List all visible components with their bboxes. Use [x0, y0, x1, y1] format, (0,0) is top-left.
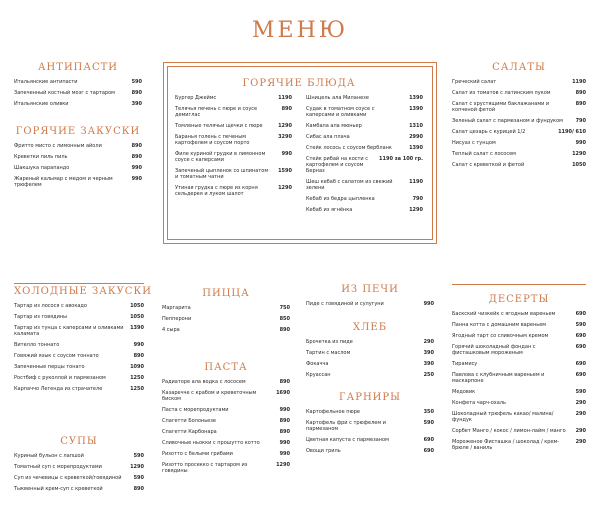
- menu-item-name: Картофельное пюре: [306, 409, 360, 415]
- menu-item-name: Паста с морепродуктами: [162, 407, 229, 413]
- menu-item-name: Шницель ала Миланезе: [306, 95, 369, 101]
- menu-item-price: 3290: [278, 134, 292, 140]
- desserts-list: [452, 311, 586, 451]
- menu-item-price: 1190: [278, 95, 292, 101]
- menu-item-price: 990: [279, 407, 290, 413]
- menu-item-name: Горячий шоколадный фондан с фисташковым мороженым: [452, 344, 536, 356]
- menu-item-name: Фокачча: [306, 361, 329, 367]
- menu-item-name: Суп из чечевицы с креветкой/говядиной: [14, 475, 122, 481]
- menu-item-name: Жареный кальмар с медом и черным трюфелем: [14, 176, 113, 188]
- menu-item-price: 690: [575, 311, 586, 317]
- menu-item-name: Фритто мисто с лимонным айоли: [14, 143, 102, 149]
- menu-item: [452, 344, 586, 356]
- menu-item-price: 1290: [130, 464, 144, 470]
- menu-item: [452, 140, 586, 146]
- menu-item: [14, 325, 144, 337]
- menu-item-price: 590: [133, 453, 144, 459]
- menu-item-name: Вителло тоннато: [14, 342, 60, 348]
- menu-item-name: Бургер Джеймс: [175, 95, 217, 101]
- menu-item-price: 790: [412, 196, 423, 202]
- menu-item: [14, 101, 142, 107]
- section-bread: [306, 322, 434, 383]
- menu-item-name: 4 сыра: [162, 327, 180, 333]
- menu-item-price: 250: [423, 372, 434, 378]
- menu-item-price: 590: [131, 79, 142, 85]
- menu-item: [162, 440, 290, 446]
- menu-item-name: Сибас ала плача: [306, 134, 350, 140]
- soups-list: [14, 453, 144, 492]
- menu-item: [175, 151, 292, 163]
- cold-snacks-list: [14, 303, 144, 392]
- menu-item-price: 1390: [409, 145, 423, 151]
- menu-item: [14, 386, 144, 392]
- menu-item-price: 1390: [130, 325, 144, 331]
- menu-item-price: 890: [279, 418, 290, 424]
- menu-item-name: Тартар из лосося с авокадо: [14, 303, 87, 309]
- menu-item-price: 1290: [572, 151, 586, 157]
- menu-item-price: 890: [279, 327, 290, 333]
- menu-item-name: Радиаторе ала водка с лососем: [162, 379, 246, 385]
- menu-item: [14, 314, 144, 320]
- menu-item-name: Запеченый цыпленок со шпинатом и томатным чатни: [175, 168, 269, 180]
- pizza-list: [162, 305, 290, 333]
- menu-item: [452, 101, 586, 113]
- menu-item-price: 990: [133, 342, 144, 348]
- menu-item-price: 1050: [572, 162, 586, 168]
- menu-item: [452, 400, 586, 406]
- section-antipasti: [14, 62, 142, 112]
- hot-dishes-list-left: [175, 95, 292, 218]
- menu-item: [306, 339, 434, 345]
- menu-item-price: 1190/ 610: [558, 129, 586, 135]
- pasta-list: [162, 379, 290, 474]
- menu-item: [14, 375, 144, 381]
- menu-item-name: Итальянские оливки: [14, 101, 69, 107]
- menu-item: [452, 428, 586, 434]
- hot-dishes-list-right: [306, 95, 423, 218]
- menu-item-price: 690: [575, 372, 586, 378]
- menu-item: [14, 165, 142, 171]
- section-desserts: [452, 294, 586, 456]
- menu-item: [175, 106, 292, 118]
- menu-item-name: Павлова с клубничным вареньем и маскарпоне: [452, 372, 545, 384]
- menu-item-price: 350: [423, 409, 434, 415]
- menu-item: [14, 342, 144, 348]
- menu-item: [306, 156, 423, 174]
- menu-item-name: Медовик: [452, 389, 476, 395]
- menu-item: [452, 389, 586, 395]
- menu-item-name: Теплый салат с лососем: [452, 151, 516, 157]
- divider-left: [14, 283, 144, 284]
- soups-heading: СУПЫ: [60, 436, 98, 447]
- menu-item-price: 690: [575, 361, 586, 367]
- menu-item-price: 850: [279, 316, 290, 322]
- menu-item-price: 990: [281, 151, 292, 157]
- menu-item-name: Мороженое Фисташка / шоколад / крем-брюле / ваниль: [452, 439, 560, 451]
- menu-item-price: 990: [131, 176, 142, 182]
- menu-item-price: 690: [423, 448, 434, 454]
- menu-item: [14, 486, 144, 492]
- menu-item-name: Панна котта с домашним вареньем: [452, 322, 547, 328]
- hot-dishes-heading: ГОРЯЧИЕ БЛЮДА: [242, 78, 356, 89]
- menu-item-name: Нисуаз с тунцом: [452, 140, 496, 146]
- menu-item-name: Баскский чизкейк с ягодным вареньем: [452, 311, 556, 317]
- menu-item-name: Брочетка из пиде: [306, 339, 353, 345]
- menu-item: [162, 327, 290, 333]
- menu-item: [306, 409, 434, 415]
- menu-item-price: 290: [575, 428, 586, 434]
- menu-item-price: 1050: [130, 314, 144, 320]
- menu-item: [306, 95, 423, 101]
- menu-item-name: Филе куриной грудки в лимонном соусе с каперсами: [175, 151, 266, 163]
- menu-item: [175, 185, 292, 197]
- menu-item-price: 690: [575, 344, 586, 350]
- menu-item-name: Камбала ала мюньер: [306, 123, 362, 129]
- menu-item: [162, 407, 290, 413]
- menu-item-price: 890: [133, 486, 144, 492]
- menu-item-name: Стейк лосось с соусом бербланк: [306, 145, 392, 151]
- menu-item-price: 290: [575, 400, 586, 406]
- menu-item-name: Шоколадный трюфель какао/ малина/фундук: [452, 411, 554, 423]
- menu-item: [162, 418, 290, 424]
- menu-item: [452, 333, 586, 339]
- garnish-list: [306, 409, 434, 454]
- menu-item: [306, 301, 434, 307]
- menu-item: [162, 305, 290, 311]
- bread-heading: ХЛЕБ: [352, 322, 388, 333]
- menu-item-price: 1290: [409, 207, 423, 213]
- menu-item: [306, 179, 423, 191]
- menu-item-price: 390: [423, 350, 434, 356]
- pasta-heading: ПАСТА: [204, 362, 248, 373]
- menu-item-name: Сливочные ньокки с прошутто котто: [162, 440, 260, 446]
- garnish-heading: ГАРНИРЫ: [339, 392, 401, 403]
- menu-item-name: Шакшука парапандо: [14, 165, 70, 171]
- menu-title: МЕНЮ: [251, 18, 349, 43]
- menu-item-price: 990: [575, 140, 586, 146]
- section-cold-snacks: [14, 286, 152, 397]
- menu-item: [14, 464, 144, 470]
- menu-item-name: Томатный суп с морепродуктами: [14, 464, 102, 470]
- menu-item-name: Телячья печень с пюре и соусе демиглас: [175, 106, 258, 118]
- menu-item-price: 390: [131, 101, 142, 107]
- menu-item-price: 1310: [409, 123, 423, 129]
- oven-heading: ИЗ ПЕЧИ: [341, 284, 399, 295]
- menu-item: [306, 196, 423, 202]
- menu-item-price: 1250: [130, 386, 144, 392]
- menu-item: [14, 303, 144, 309]
- menu-item-name: Греческий салат: [452, 79, 497, 85]
- menu-item: [306, 145, 423, 151]
- menu-item: [14, 453, 144, 459]
- menu-item: [452, 372, 586, 384]
- menu-item-name: Казаречче с крабом и креветочным биском: [162, 390, 257, 402]
- menu-item: [14, 475, 144, 481]
- menu-item-name: Судак в томатном соусе с каперсами и оливками: [306, 106, 375, 118]
- menu-item: [306, 437, 434, 443]
- menu-item: [14, 143, 142, 149]
- menu-item-price: 690: [575, 333, 586, 339]
- bread-list: [306, 339, 434, 378]
- menu-item-name: Сорбет Манго / кокос / лимон-лайм / манго: [452, 428, 566, 434]
- menu-item-name: Стейк рибай на кости с картофелем и соусом Берназ: [306, 156, 368, 174]
- menu-item: [452, 311, 586, 317]
- menu-item: [306, 448, 434, 454]
- menu-item: [14, 79, 142, 85]
- menu-item-price: 890: [279, 379, 290, 385]
- menu-item: [452, 162, 586, 168]
- menu-item-name: Круассан: [306, 372, 331, 378]
- section-hot-dishes: [175, 78, 423, 218]
- menu-item: [162, 316, 290, 322]
- section-hot-snacks: [14, 126, 142, 193]
- menu-item: [306, 123, 423, 129]
- menu-item-price: 890: [575, 101, 586, 107]
- menu-item-price: 1690: [276, 390, 290, 396]
- menu-item-name: Запеченный костный мозг с тартаром: [14, 90, 115, 96]
- menu-item-price: 990: [423, 301, 434, 307]
- divider-right: [452, 284, 586, 285]
- menu-item: [306, 420, 434, 432]
- menu-item-name: Спагетти Карбонара: [162, 429, 217, 435]
- menu-item: [14, 154, 142, 160]
- menu-item-price: 1190: [409, 179, 423, 185]
- menu-item: [14, 353, 144, 359]
- menu-item-name: Тартар из говядины: [14, 314, 68, 320]
- menu-item-price: 290: [575, 411, 586, 417]
- menu-item: [14, 364, 144, 370]
- menu-item-name: Кебаб из ягнёнка: [306, 207, 353, 213]
- desserts-heading: ДЕСЕРТЫ: [488, 294, 550, 305]
- menu-item-price: 1290: [278, 185, 292, 191]
- menu-item: [175, 123, 292, 129]
- menu-item-price: 290: [423, 339, 434, 345]
- menu-item-price: 890: [131, 154, 142, 160]
- menu-item-price: 1390: [409, 106, 423, 112]
- section-soups: [14, 436, 144, 497]
- section-salads: [452, 62, 586, 173]
- menu-item: [306, 350, 434, 356]
- menu-item-price: 290: [575, 439, 586, 445]
- menu-item-price: 890: [131, 143, 142, 149]
- cold-snacks-heading: ХОЛОДНЫЕ ЗАКУСКИ: [14, 286, 152, 297]
- salads-list: [452, 79, 586, 168]
- menu-item-price: 590: [575, 322, 586, 328]
- menu-item: [162, 451, 290, 457]
- menu-item-name: Спагетти Болоньезе: [162, 418, 216, 424]
- menu-item-name: Салат цезарь с курицей 1/2: [452, 129, 526, 135]
- menu-item: [175, 168, 292, 180]
- menu-item-name: Тартар из тунца с каперсами и оливками каламата: [14, 325, 124, 337]
- menu-item-price: 990: [279, 451, 290, 457]
- menu-item-price: 790: [575, 118, 586, 124]
- pizza-heading: ПИЦЦА: [202, 288, 250, 299]
- menu-item: [452, 118, 586, 124]
- hot-snacks-heading: ГОРЯЧИЕ ЗАКУСКИ: [15, 126, 141, 137]
- menu-item-name: Цветная капуста с пармезаном: [306, 437, 389, 443]
- menu-item-name: Томленые телячьи щечки с пюре: [175, 123, 263, 129]
- menu-item-name: Зеленый салат с пармезаном и фундуком: [452, 118, 563, 124]
- menu-item-price: 690: [423, 437, 434, 443]
- menu-item: [175, 95, 292, 101]
- menu-item-name: Салат с хрустящими баклажанами и копченой фетой: [452, 101, 550, 113]
- menu-item-price: 890: [279, 429, 290, 435]
- menu-item: [452, 151, 586, 157]
- menu-item-name: Итальянские антипасти: [14, 79, 78, 85]
- menu-item-name: Пиде с говядиной и сулугуни: [306, 301, 384, 307]
- menu-item: [306, 361, 434, 367]
- menu-item: [452, 439, 586, 451]
- menu-item-price: 1290: [278, 123, 292, 129]
- menu-item-name: Тыквенный крем-суп с креветкой: [14, 486, 103, 492]
- menu-item-name: Запеченные перцы тонато: [14, 364, 85, 370]
- menu-item: [162, 429, 290, 435]
- menu-item-price: 390: [423, 361, 434, 367]
- menu-item-name: Говяжий язык с соусом тоннато: [14, 353, 99, 359]
- menu-item-name: Овощи гриль: [306, 448, 341, 454]
- menu-item: [306, 372, 434, 378]
- menu-item-price: 1290: [276, 462, 290, 468]
- menu-item: [452, 361, 586, 367]
- menu-item: [306, 106, 423, 118]
- menu-item-name: Ягодный тарт со сливочным кремом: [452, 333, 549, 339]
- menu-item-price: 2990: [409, 134, 423, 140]
- menu-item-price: 890: [133, 353, 144, 359]
- menu-item-name: Куриный бульон с лапшой: [14, 453, 84, 459]
- section-pasta: [162, 362, 290, 479]
- menu-item: [452, 79, 586, 85]
- section-oven: [306, 284, 434, 312]
- menu-item-name: Креветки пиль пиль: [14, 154, 68, 160]
- menu-item-name: Пепперони: [162, 316, 192, 322]
- menu-item-name: Карпаччо Легенда из страчателе: [14, 386, 103, 392]
- menu-item: [14, 90, 142, 96]
- menu-item-name: Картофель фри с трюфелем и пармезаном: [306, 420, 386, 432]
- menu-item-price: 590: [133, 475, 144, 481]
- menu-item-name: Салат с креветкой и фетой: [452, 162, 525, 168]
- menu-item-price: 1250: [130, 375, 144, 381]
- menu-item-name: Ризотто с белыми грибами: [162, 451, 233, 457]
- menu-item-price: 990: [279, 440, 290, 446]
- menu-item-name: Конфета чарч-охаль: [452, 400, 506, 406]
- menu-item: [306, 134, 423, 140]
- menu-item-price: 890: [281, 106, 292, 112]
- menu-item-price: 590: [423, 420, 434, 426]
- menu-item-name: Ризотто просекко с тартаром из говядины: [162, 462, 248, 474]
- menu-item: [452, 322, 586, 328]
- menu-item-price: 1190: [572, 79, 586, 85]
- menu-item-price: 590: [575, 389, 586, 395]
- menu-item: [452, 129, 586, 135]
- menu-item-price: 990: [131, 165, 142, 171]
- menu-item: [162, 390, 290, 402]
- menu-item-price: 890: [575, 90, 586, 96]
- oven-list: [306, 301, 434, 307]
- salads-heading: САЛАТЫ: [492, 62, 546, 73]
- menu-item-name: Шеш кебаб с салатом из свежий зелени: [306, 179, 393, 191]
- menu-item: [14, 176, 142, 188]
- menu-item: [306, 207, 423, 213]
- menu-item: [162, 379, 290, 385]
- hot-snacks-list: [14, 143, 142, 188]
- menu-item-price: 1190 за 100 гр.: [379, 156, 423, 162]
- menu-item-name: Утиная грудка с пюре из корня сельдерея и луком шалот: [175, 185, 258, 197]
- section-pizza: [162, 288, 290, 338]
- menu-item-name: Ростбиф с руколлой и пармезаном: [14, 375, 106, 381]
- antipasti-heading: АНТИПАСТИ: [37, 62, 119, 73]
- menu-item: [162, 462, 290, 474]
- menu-item-name: Кебаб из бедра цыпленка: [306, 196, 375, 202]
- antipasti-list: [14, 79, 142, 107]
- menu-item-name: Тирамису: [452, 361, 478, 367]
- menu-item-price: 750: [279, 305, 290, 311]
- menu-item-price: 890: [131, 90, 142, 96]
- menu-item: [452, 90, 586, 96]
- menu-item-name: Тартин с маслом: [306, 350, 351, 356]
- menu-item: [452, 411, 586, 423]
- menu-item-name: Салат из томатов с латинским луком: [452, 90, 551, 96]
- menu-item-name: Маргарита: [162, 305, 191, 311]
- menu-item-price: 1590: [278, 168, 292, 174]
- menu-item-price: 1050: [130, 303, 144, 309]
- menu-item-price: 1390: [409, 95, 423, 101]
- menu-item-name: Баранья голень с печеным картофелем и соусом порто: [175, 134, 250, 146]
- section-garnish: [306, 392, 434, 459]
- menu-item-price: 1090: [130, 364, 144, 370]
- menu-item: [175, 134, 292, 146]
